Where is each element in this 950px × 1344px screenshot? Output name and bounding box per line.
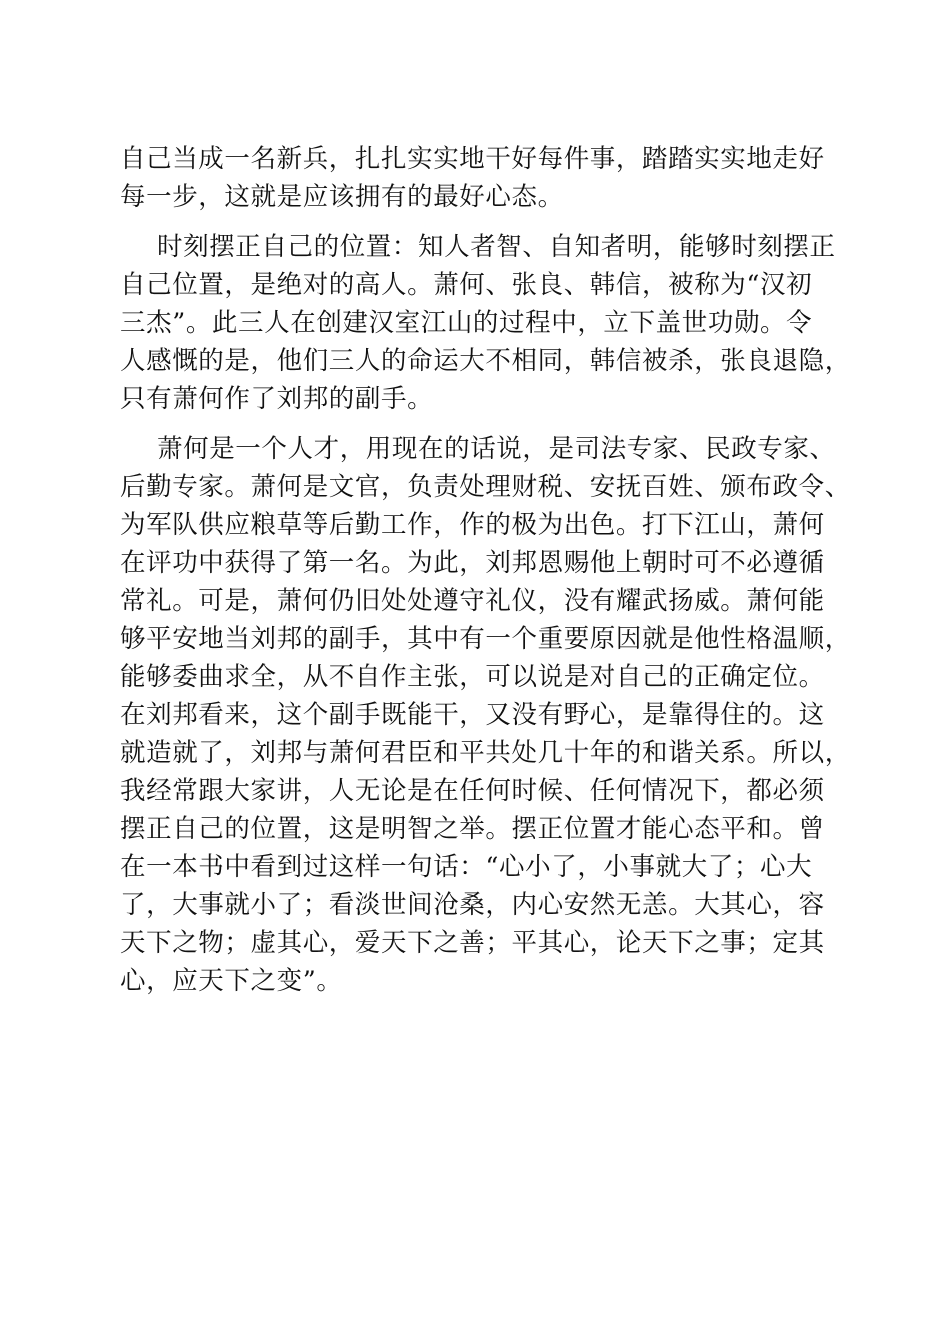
text-line: 人感慨的是，他们三人的命运大不相同，韩信被杀，张良退隐， — [120, 346, 851, 376]
text-line: 萧何是一个人才，用现在的话说，是司法专家、民政专家、 — [157, 434, 836, 464]
text-line: 我经常跟大家讲，人无论是在任何时候、任何情况下，都必须 — [120, 776, 825, 806]
text-line: 每一步，这就是应该拥有的最好心态。 — [120, 182, 564, 212]
text-line: 在评功中获得了第一名。为此，刘邦恩赐他上朝时可不必遵循 — [120, 548, 825, 578]
paragraph-1 — [120, 140, 838, 216]
text-line: 自己位置，是绝对的高人。萧何、张良、韩信，被称为“汉初 — [120, 270, 813, 300]
text-line: 后勤专家。萧何是文官，负责处理财税、安抚百姓、颁布政令、 — [120, 472, 851, 502]
text-line: 能够委曲求全，从不自作主张，可以说是对自己的正确定位。 — [120, 662, 825, 692]
text-line: 三杰”。此三人在创建汉室江山的过程中，立下盖世功勋。令 — [120, 308, 813, 338]
text-line: 在一本书中看到过这样一句话：“心小了，小事就大了；心大 — [120, 852, 813, 882]
text-line: 在刘邦看来，这个副手既能干，又没有野心，是靠得住的。这 — [120, 700, 825, 730]
paragraph-2 — [120, 228, 851, 418]
text-line: 常礼。可是，萧何仍旧处处遵守礼仪，没有耀武扬威。萧何能 — [120, 586, 825, 616]
text-line: 天下之物；虚其心，爱天下之善；平其心，论天下之事；定其 — [120, 928, 825, 958]
text-line: 时刻摆正自己的位置：知人者智、自知者明，能够时刻摆正 — [157, 232, 836, 262]
paragraph-3 — [120, 430, 851, 1000]
text-line: 自己当成一名新兵，扎扎实实地干好每件事，踏踏实实地走好 — [120, 144, 825, 174]
text-line: 只有萧何作了刘邦的副手。 — [120, 384, 434, 414]
text-line: 就造就了，刘邦与萧何君臣和平共处几十年的和谐关系。所以， — [120, 738, 851, 768]
text-line: 摆正自己的位置，这是明智之举。摆正位置才能心态平和。曾 — [120, 814, 825, 844]
text-line: 为军队供应粮草等后勤工作，作的极为出色。打下江山，萧何 — [120, 510, 825, 540]
text-line: 心，应天下之变”。 — [120, 966, 343, 996]
text-line: 了，大事就小了；看淡世间沧桑，内心安然无恙。大其心，容 — [120, 890, 825, 920]
text-line: 够平安地当刘邦的副手，其中有一个重要原因就是他性格温顺， — [120, 624, 851, 654]
document-body — [120, 140, 851, 1000]
